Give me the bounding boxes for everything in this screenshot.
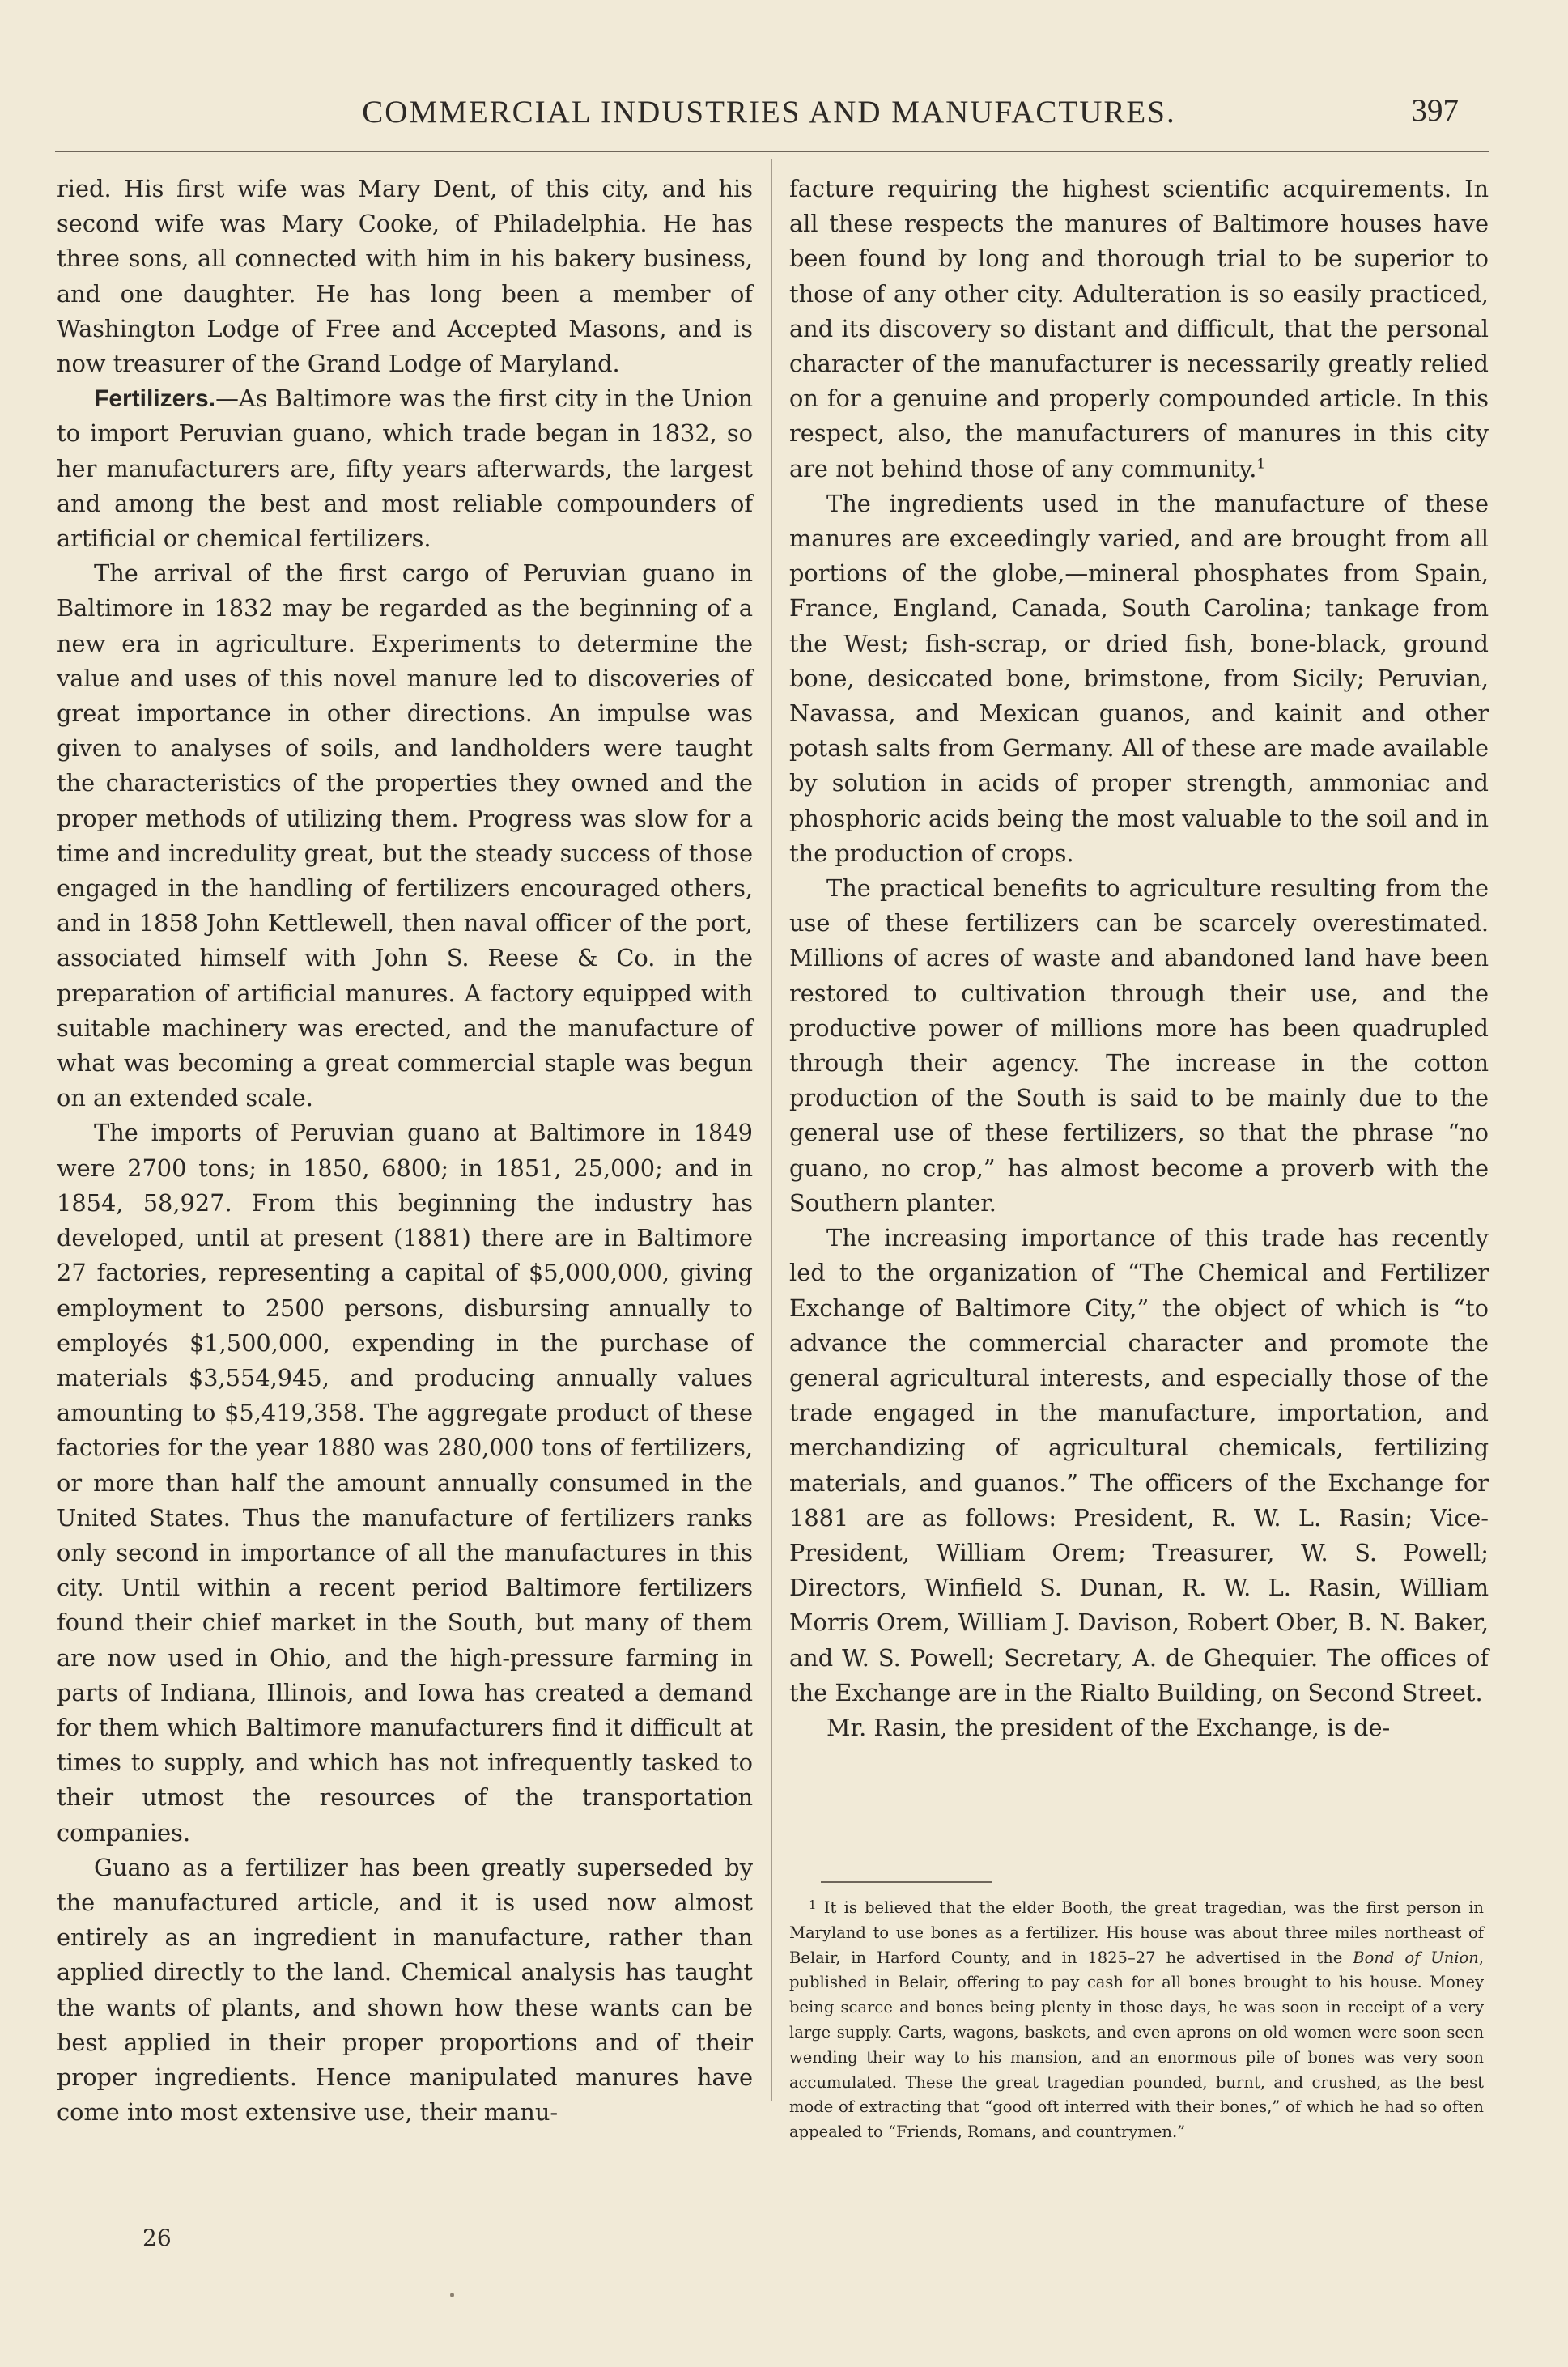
paragraph-text: facture requiring the highest scientific acquirements. In all these respects the manures of Baltimore houses have been found by long and thorough trial to be superior to those of any other city. Adulteration is so easily practiced, and its discovery so distant and difficult, that the personal character of the manufacturer is necessarily greatly relied on for a genuine and properly compounded article. In this respect, also, the manufacturers of manures in this city are not behind those of any community. bbox=[789, 175, 1489, 482]
paragraph: The arrival of the first cargo of Peruvian guano in Baltimore in 1832 may be regarded as the beginning of a new era in agriculture. Experiments to determine the value and uses of this novel manure led to discoveries of great importance in other directions. An impulse was given to analyses of soils, and landholders were taught the characteristics of the properties they owned and the proper methods of utilizing them. Progress was slow for a time and incredulity great, but the steady success of those engaged in the handling of fertilizers encouraged others, and in 1858 John Kettlewell, then naval officer of the port, associated himself with John S. Reese & Co. in the preparation of artificial manures. A factory equipped with suitable machinery was erected, and the manufacture of what was becoming a great commercial staple was begun on an extended scale. bbox=[57, 559, 753, 1112]
page-number: 397 bbox=[1411, 93, 1459, 128]
footnotes bbox=[789, 1893, 1484, 2145]
paragraph: Mr. Rasin, the president of the Exchange, is de- bbox=[826, 1713, 1391, 1741]
footnote-mark: 1 bbox=[809, 1897, 817, 1912]
signature-mark: 26 bbox=[142, 2225, 172, 2251]
paragraph: The increasing importance of this trade has recently led to the organization of “The Chemical and Fertilizer Exchange of Baltimore City,” the object of which is “to advance the commercial character and promote the general agricultural interests, and especially those of the trade engaged in the manufacture, importation, and merchandizing of agricultural chemicals, fertilizing materials, and guanos.” The officers of the Exchange for 1881 are as follows: President, R. W. L. Rasin; Vice-President, William Orem; Treasurer, W. S. Powell; Directors, Winfield S. Dunan, R. W. L. Rasin, William Morris Orem, William J. Davison, Robert Ober, B. N. Baker, and W. S. Powell; Secretary, A. de Ghequier. The offices of the Exchange are in the Rialto Building, on Second Street. bbox=[789, 1224, 1489, 1706]
header-rule bbox=[55, 151, 1489, 152]
footnote-text: It is believed that the elder Booth, the great tragedian, was the first person in Maryland to use bones as a fertilizer. His house was about three miles northeast of Belair, in Harford County, and in 1825–27 he advertised in the bbox=[789, 1898, 1484, 1967]
journal-title: Bond of Union bbox=[1353, 1948, 1479, 1967]
column-divider bbox=[771, 159, 772, 2101]
paragraph bbox=[789, 172, 1489, 487]
paragraph: The imports of Peruvian guano at Baltimore in 1849 were 2700 tons; in 1850, 6800; in 1851, 25,000; and in 1854, 58,927. From this beginning the industry has developed, until at present (1881) there are in Baltimore 27 factories, representing a capital of $5,000,000, giving employment to 2500 persons, disbursing annually to employés $1,500,000, expending in the purchase of materials $3,554,945, and producing annually values amounting to $5,419,358. The aggregate product of these factories for the year 1880 was 280,000 tons of fertilizers, or more than half the amount annually consumed in the United States. Thus the manufacture of fertilizers ranks only second in importance of all the manufactures in this city. Until within a recent period Baltimore fertilizers found their chief market in the South, but many of them are now used in Ohio, and the high-pressure farming in parts of Indiana, Illinois, and Iowa has created a demand for them which Baltimore manufacturers find it difficult at times to supply, and which has not infrequently tasked to their utmost the resources of the transportation companies. bbox=[57, 1119, 753, 1846]
paragraph: Guano as a fertilizer has been greatly superseded by the manufactured article, and it is used now almost entirely as an ingredient in manufacture, rather than applied directly to the land. Chemical analysis has taught the wants of plants, and shown how these wants can be best applied in their proper proportions and of their proper ingredients. Hence manipulated manures have come into most extensive use, their manu- bbox=[57, 1853, 753, 2127]
paragraph: The ingredients used in the manufacture of these manures are exceedingly varied, and are brought from all portions of the globe,—mineral phosphates from Spain, France, England, Canada, South Carolina; tankage from the West; fish-scrap, or dried fish, bone-black, ground bone, desiccated bone, brimstone, from Sicily; Peruvian, Navassa, and Mexican guanos, and kainit and other potash salts from Germany. All of these are made available by solution in acids of proper strength, ammoniac and phosphoric acids being the most valuable to the soil and in the production of crops. bbox=[789, 489, 1489, 867]
section-heading: Fertilizers. bbox=[94, 385, 216, 413]
footnote bbox=[789, 1893, 1484, 2145]
footnote-text: , published in Belair, offering to pay cash for all bones brought to his house. Money being scarce and bones being plenty in those days, he was soon in receipt of a very large supply. Carts, wagons, baskets, and even aprons on old women were soon seen wending their way to his mansion, and an enormous pile of bones was very soon accumulated. These the great tragedian pounded, burnt, and crushed, as the best mode of extracting that “good oft interred with their bones,” of which he had so often appealed to “Friends, Romans, and countrymen.” bbox=[789, 1948, 1484, 2142]
paragraph: ried. His first wife was Mary Dent, of this city, and his second wife was Mary Cooke, of Philadelphia. He has three sons, all connected with him in his bakery business, and one daughter. He has long been a member of Washington Lodge of Free and Accepted Masons, and is now treasurer of the Grand Lodge of Maryland. bbox=[57, 175, 753, 378]
footnote-rule bbox=[821, 1881, 992, 1883]
footnote-reference[interactable]: 1 bbox=[1256, 456, 1266, 473]
running-title: COMMERCIAL INDUSTRIES AND MANUFACTURES. bbox=[362, 94, 1176, 130]
right-column bbox=[789, 172, 1489, 1745]
paragraph-fertilizers bbox=[57, 381, 753, 556]
paper-speck bbox=[450, 2293, 454, 2297]
paragraph-text: —As Baltimore was the first city in the Union to import Peruvian guano, which trade began in 1832, so her manufacturers are, fifty years afterwards, the largest and among the best and most reliable compounders of artificial or chemical fertilizers. bbox=[57, 385, 753, 553]
paragraph: The practical benefits to agriculture resulting from the use of these fertilizers can be scarcely overestimated. Millions of acres of waste and abandoned land have been restored to cultivation through their use, and the productive power of millions more has been quadrupled through their agency. The increase in the cotton production of the South is said to be mainly due to the general use of these fertilizers, so that the phrase “no guano, no crop,” has almost become a proverb with the Southern planter. bbox=[789, 874, 1489, 1217]
page-header bbox=[57, 87, 1481, 136]
left-column bbox=[57, 172, 753, 2130]
